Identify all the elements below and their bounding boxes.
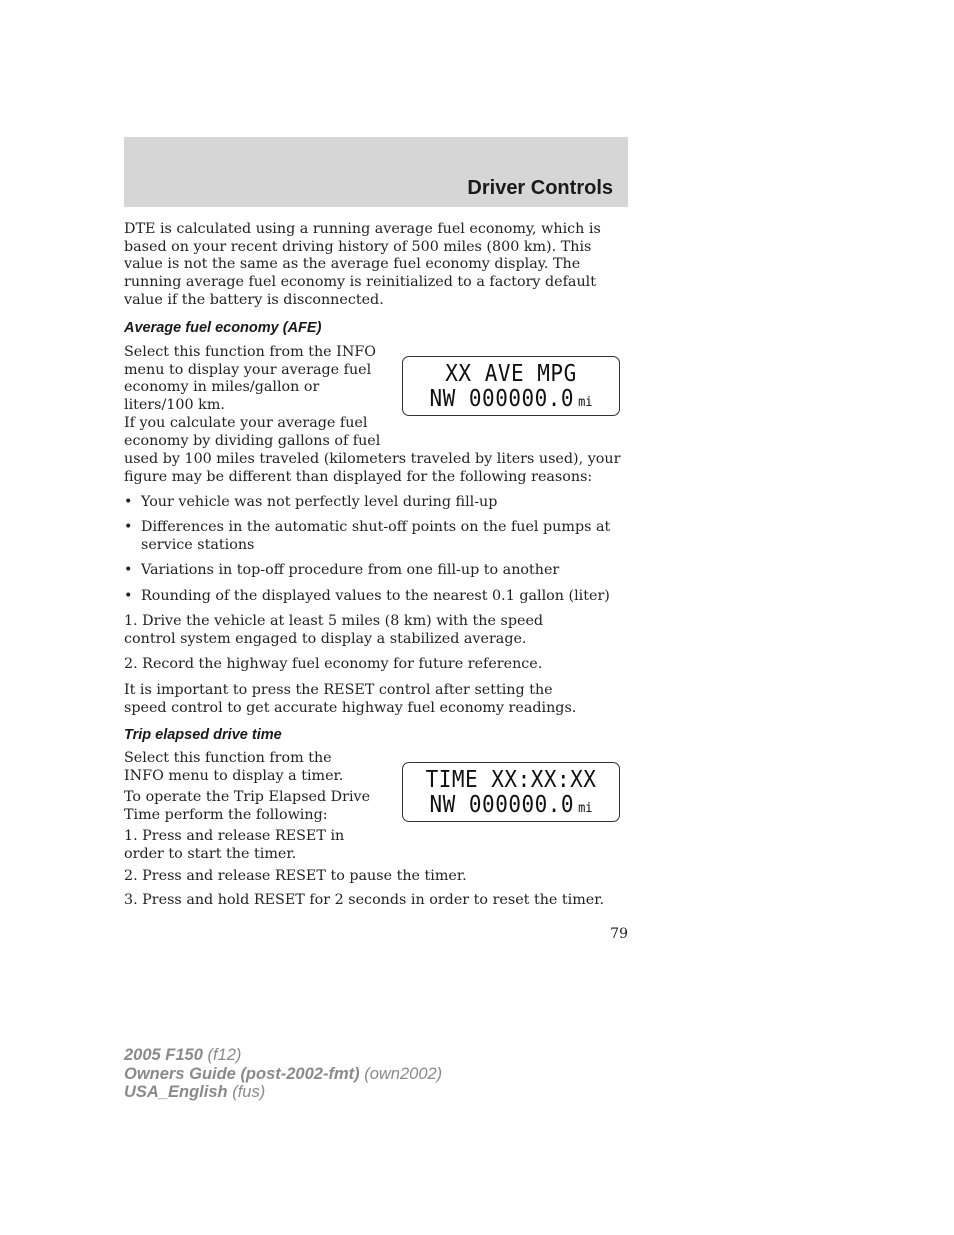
afe-display-unit: mi bbox=[578, 393, 593, 410]
trip-display-line-1: TIME XX:XX:XX bbox=[425, 765, 597, 793]
bullet-dot-icon: • bbox=[124, 519, 133, 535]
bullet-text: Differences in the automatic shut-off points on the fuel pumps at service stations bbox=[141, 519, 611, 553]
bullet-dot-icon: • bbox=[124, 494, 133, 510]
afe-paragraph-2-top: If you calculate your average fuel economy by dividing gallons of fuel bbox=[124, 415, 381, 449]
afe-display-odometer: NW 000000.0 bbox=[429, 384, 575, 412]
bullet-item bbox=[124, 588, 614, 606]
afe-note: It is important to press the RESET control after setting the speed control to get accurate highway fuel economy readings. bbox=[124, 682, 577, 716]
trip-heading: Trip elapsed drive time bbox=[124, 727, 282, 743]
document-footer bbox=[124, 1046, 624, 1102]
afe-step-2: 2. Record the highway fuel economy for future reference. bbox=[124, 656, 543, 672]
trip-step-3: 3. Press and hold RESET for 2 seconds in order to reset the timer. bbox=[124, 892, 605, 908]
afe-paragraph-2-rest: used by 100 miles traveled (kilometers traveled by liters used), your figure may be different than displayed for the following reasons: bbox=[124, 451, 621, 485]
bullet-dot-icon: • bbox=[124, 562, 133, 578]
bullet-item bbox=[124, 562, 614, 580]
trip-step-2: 2. Press and release RESET to pause the timer. bbox=[124, 868, 467, 884]
afe-step-1: 1. Drive the vehicle at least 5 miles (8 km) with the speed control system engaged to display a stabilized average. bbox=[124, 613, 544, 647]
bullet-item bbox=[124, 494, 614, 512]
footer-line-2: Owners Guide (post-2002-fmt) (own2002) bbox=[124, 1064, 443, 1083]
trip-display-illustration bbox=[402, 762, 620, 822]
trip-paragraph-1: Select this function from the INFO menu to display a timer. bbox=[124, 750, 344, 784]
section-title: Driver Controls bbox=[467, 177, 613, 199]
afe-display-line-2 bbox=[403, 385, 619, 412]
intro-paragraph: DTE is calculated using a running average fuel economy, which is based on your recent driving history of 500 miles (800 km). This value is not the same as the average fuel economy display. The running average fuel economy is reinitialized to a factory default value if the battery is disconnected. bbox=[124, 221, 601, 308]
footer-line-3: USA_English (fus) bbox=[124, 1083, 266, 1101]
trip-paragraph-2: To operate the Trip Elapsed Drive Time perform the following: bbox=[124, 789, 371, 823]
afe-display-illustration bbox=[402, 356, 620, 416]
trip-step-1: 1. Press and release RESET in order to start the timer. bbox=[124, 828, 345, 862]
footer-line-1: 2005 F150 (f12) bbox=[124, 1046, 242, 1064]
bullet-text: Your vehicle was not perfectly level during fill-up bbox=[141, 494, 498, 510]
trip-display-unit: mi bbox=[578, 799, 593, 816]
bullet-item bbox=[124, 519, 614, 554]
page-number: 79 bbox=[610, 926, 628, 942]
bullet-text: Rounding of the displayed values to the nearest 0.1 gallon (liter) bbox=[141, 588, 610, 604]
trip-display-odometer: NW 000000.0 bbox=[429, 790, 575, 818]
bullet-dot-icon: • bbox=[124, 588, 133, 604]
trip-display-line-2 bbox=[403, 791, 619, 818]
section-header-band bbox=[124, 137, 628, 207]
afe-display-line-1: XX AVE MPG bbox=[445, 359, 577, 387]
bullet-text: Variations in top-off procedure from one fill-up to another bbox=[141, 562, 560, 578]
afe-paragraph-1: Select this function from the INFO menu to display your average fuel economy in miles/gallon or liters/100 km. bbox=[124, 344, 376, 414]
afe-heading: Average fuel economy (AFE) bbox=[124, 320, 322, 336]
